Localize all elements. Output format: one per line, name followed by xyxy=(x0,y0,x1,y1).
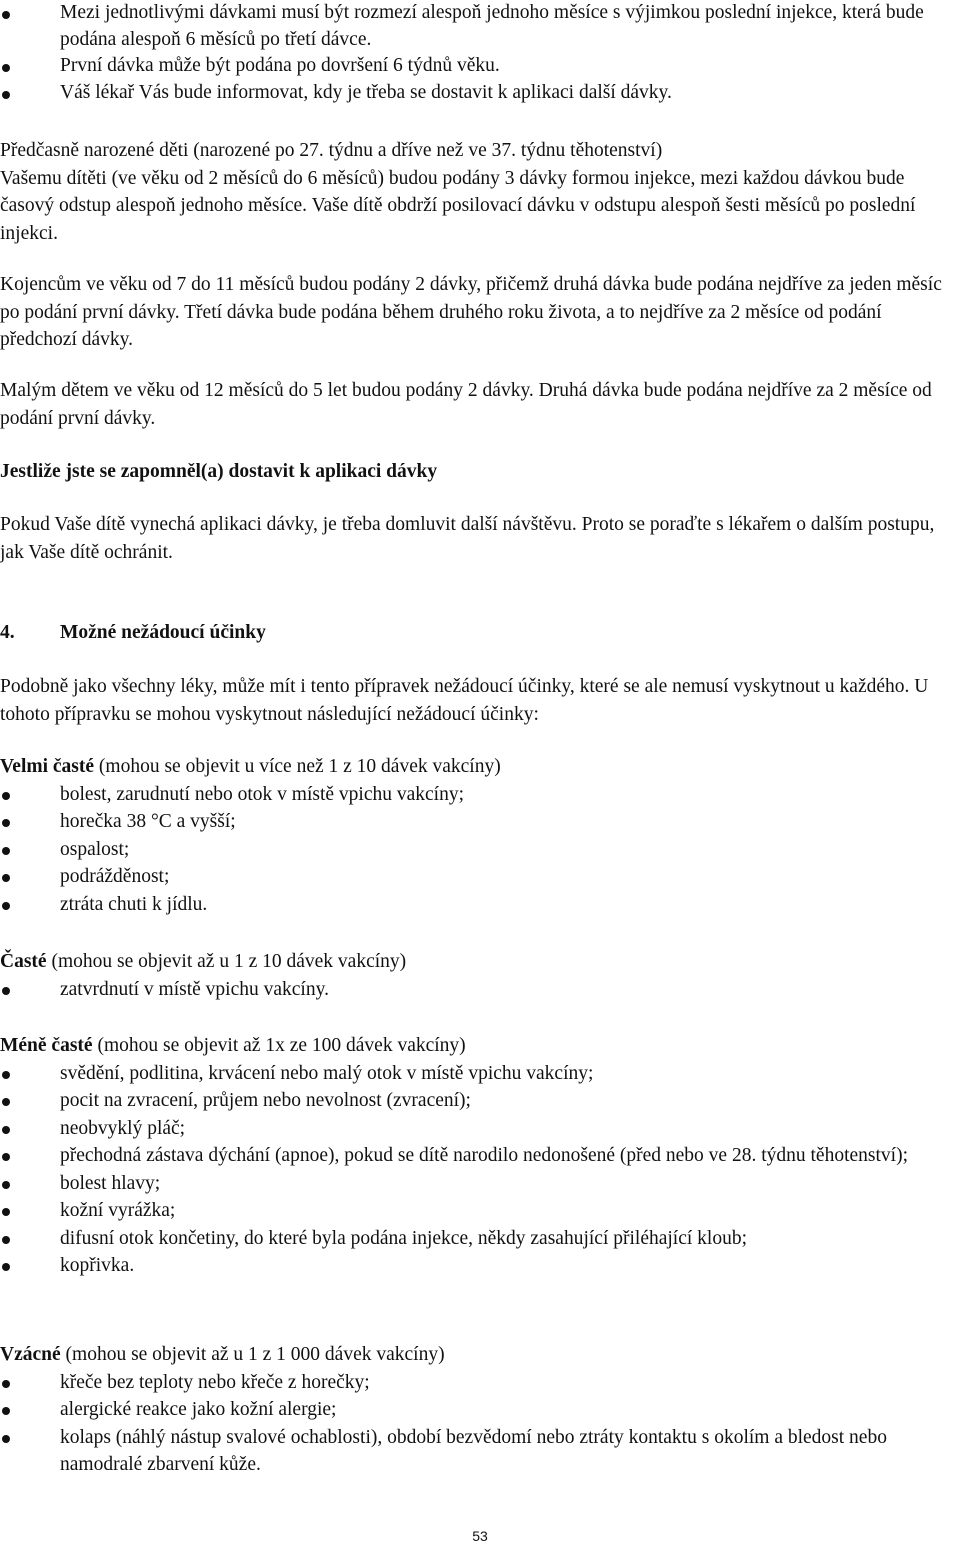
list-item: Mezi jednotlivými dávkami musí být rozmezí alespoň jednoho měsíce s výjimkou poslední injekce, která bude podána alespoň 6 měsíců po třetí dávce. xyxy=(0,0,958,53)
frequency-heading xyxy=(0,1341,958,1369)
premature-text: Vašemu dítěti (ve věku od 2 měsíců do 6 měsíců) budou podány 3 dávky formou injekce, mezi každou dávkou bude časový odstup alespoň jednoho měsíce. Vaše dítě obdrží posilovací dávku v odstupu alespoň šesti měsíců po poslední injekci. xyxy=(0,167,916,244)
list-item: neobvyklý pláč; xyxy=(0,1115,958,1143)
page-number: 53 xyxy=(472,1528,488,1544)
frequency-heading xyxy=(0,1032,958,1060)
frequency-group-rare xyxy=(0,1341,958,1479)
frequency-heading xyxy=(0,753,958,781)
list-item: První dávka může být podána po dovršení 6 týdnů věku. xyxy=(0,53,958,80)
list-item: horečka 38 °C a vyšší; xyxy=(0,808,958,836)
frequency-note: (mohou se objevit až u 1 z 10 dávek vakcíny) xyxy=(46,951,407,972)
section-number: 4. xyxy=(0,622,15,643)
missed-dose-text: Pokud Vaše dítě vynechá aplikaci dávky, je třeba domluvit další návštěvu. Proto se poraďte s lékařem o dalším postupu, jak Vaše dítě ochránit. xyxy=(0,514,935,563)
list-item: Váš lékař Vás bude informovat, kdy je třeba se dostavit k aplikaci další dávky. xyxy=(0,80,958,107)
list-item: kolaps (náhlý nástup svalové ochablosti), období bezvědomí nebo ztráty kontaktu s okolím a bledost nebo namodralé zbarvení kůže. xyxy=(0,1424,958,1479)
frequency-label: Vzácné xyxy=(0,1344,61,1365)
missed-dose-heading: Jestliže jste se zapomněl(a) dostavit k aplikaci dávky xyxy=(0,461,438,482)
frequency-group-uncommon xyxy=(0,1032,958,1280)
frequency-group-common xyxy=(0,948,958,1003)
children-paragraph: Malým dětem ve věku od 12 měsíců do 5 let budou podány 2 dávky. Druhá dávka bude podána nejdříve za 2 měsíce od podání první dávky. xyxy=(0,380,932,429)
frequency-note: (mohou se objevit až u 1 z 1 000 dávek vakcíny) xyxy=(60,1344,445,1365)
list-item: ospalost; xyxy=(0,836,958,864)
section-heading xyxy=(0,619,958,647)
list-item: kopřivka. xyxy=(0,1252,958,1280)
frequency-label: Méně časté xyxy=(0,1035,93,1056)
section-title: Možné nežádoucí účinky xyxy=(60,622,266,643)
list-item: ztráta chuti k jídlu. xyxy=(0,891,958,919)
frequency-note: (mohou se objevit u více než 1 z 10 dávek vakcíny) xyxy=(94,756,501,777)
list-item: difusní otok končetiny, do které byla podána injekce, někdy zasahující přiléhající kloub; xyxy=(0,1225,958,1253)
frequency-note: (mohou se objevit až 1x ze 100 dávek vakcíny) xyxy=(92,1035,466,1056)
list-item: pocit na zvracení, průjem nebo nevolnost (zvracení); xyxy=(0,1087,958,1115)
frequency-heading xyxy=(0,948,958,976)
list-item: kožní vyrážka; xyxy=(0,1197,958,1225)
list-item: přechodná zástava dýchání (apnoe), pokud se dítě narodilo nedonošené (před nebo ve 28. týdnu těhotenství); xyxy=(0,1142,958,1170)
frequency-label: Časté xyxy=(0,951,47,972)
premature-heading: Předčasně narozené děti (narozené po 27. týdnu a dříve než ve 37. týdnu těhotenství) xyxy=(0,140,663,161)
frequency-label: Velmi časté xyxy=(0,756,95,777)
infants-paragraph: Kojencům ve věku od 7 do 11 měsíců budou podány 2 dávky, přičemž druhá dávka bude podána nejdříve za jeden měsíc po podání první dávky. Třetí dávka bude podána během druhého roku života, a to nejdříve za 2 měsíce od podání předchozí dávky. xyxy=(0,274,942,350)
list-item: alergické reakce jako kožní alergie; xyxy=(0,1396,958,1424)
list-item: podrážděnost; xyxy=(0,863,958,891)
list-item: bolest, zarudnutí nebo otok v místě vpichu vakcíny; xyxy=(0,781,958,809)
list-item: bolest hlavy; xyxy=(0,1170,958,1198)
premature-section xyxy=(0,137,958,247)
section-intro: Podobně jako všechny léky, může mít i tento přípravek nežádoucí účinky, které se ale nemusí vyskytnout u každého. U tohoto přípravku se mohou vyskytnout následující nežádoucí účinky: xyxy=(0,676,929,725)
list-item: zatvrdnutí v místě vpichu vakcíny. xyxy=(0,976,958,1004)
frequency-group-very-common xyxy=(0,753,958,918)
list-item: svědění, podlitina, krvácení nebo malý otok v místě vpichu vakcíny; xyxy=(0,1060,958,1088)
dose-schedule-bullets xyxy=(0,0,958,106)
list-item: křeče bez teploty nebo křeče z horečky; xyxy=(0,1369,958,1397)
